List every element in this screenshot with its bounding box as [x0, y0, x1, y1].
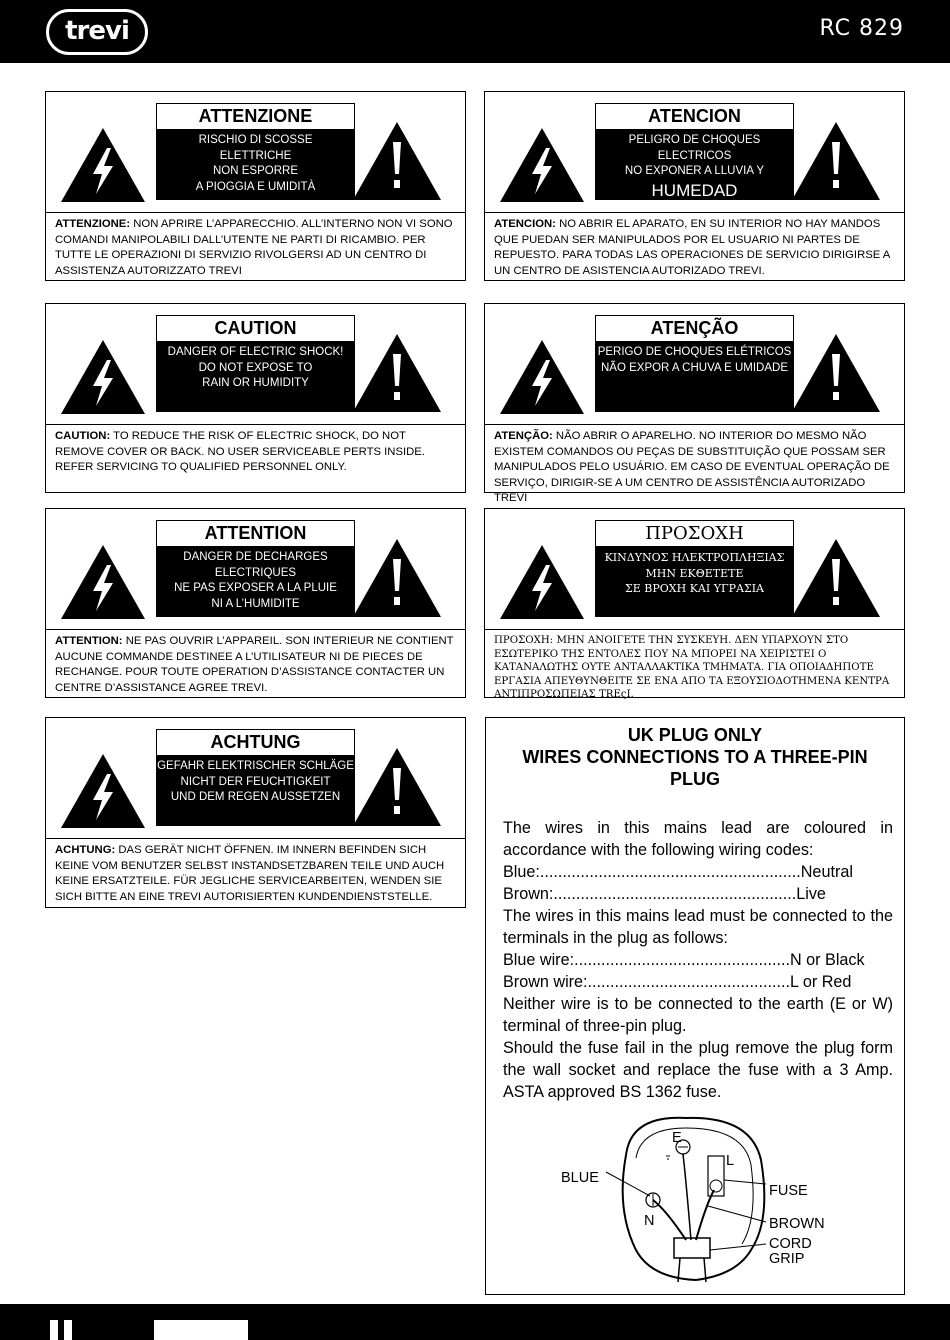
- plug-wiring-diagram: [546, 1110, 866, 1290]
- warning-panel-spanish: [484, 91, 905, 281]
- warning-subtitle-line: PERIGO DE CHOQUES ELÉTRICOS: [597, 346, 792, 358]
- wiring-code-brown: Brown:......................................................Live: [503, 885, 826, 903]
- exclamation-warning-triangle-icon: [353, 539, 441, 617]
- warning-subtitle-line: PELIGRO DE CHOQUES ELECTRICOS: [628, 134, 761, 162]
- warning-body: ATTENTION: NE PAS OUVRIR L’APPAREIL. SON INTERIEUR NE CONTIENT AUCUNE COMMANDE DESTINEE A L’UTILISATEUR NI DE PIECES DE RECHANGE. POUR TOUTE OPERATION D’ASSISTANCE CONTACTER UN CENTRE D’ASSISTANCE AGREE TREVI.: [55, 635, 454, 694]
- warning-label: [595, 520, 794, 617]
- warning-subtitle-line: NON ESPORRE: [213, 165, 298, 177]
- diagram-label-n: N: [644, 1213, 655, 1229]
- page-header: [0, 0, 950, 63]
- warning-subtitle-line: NO EXPONER A LLUVIA Y: [624, 165, 765, 177]
- warning-title: CAUTION: [157, 316, 354, 342]
- warning-subtitle-line: ΚΙΝΔΥΝΟΣ ΗΛΕΚΤΡΟΠΛΗΞΙΑΣ: [604, 551, 785, 564]
- page-footer: [0, 1304, 950, 1340]
- warning-panel-portuguese: [484, 303, 905, 504]
- warning-subtitle-line: NÃO EXPOR A CHUVA E UMIDADE: [600, 361, 789, 374]
- warning-subtitle-line: ΣΕ ΒΡΟΧΗ ΚΑΙ ΥΓΡΑΣΙΑ: [624, 582, 765, 595]
- warning-body: ATENÇÃO: NÃO ABRIR O APARELHO. NO INTERIOR DO MESMO NÃO EXISTEM COMANDOS OU PEÇAS DE SUBSTITUIÇÃO QUE POSSAM SER MANIPULADOS PELO USUÁRIO. EM CASO DE EVENTUAL OPERAÇÃO DE SERVIÇO, DIRIGIR-SE A UM CENTRO DE ASSISTÊNCIA AUTORIZADO TREVI: [494, 430, 890, 504]
- warning-subtitle-line: HUMEDAD: [651, 180, 738, 200]
- warning-panel-french: [45, 508, 466, 698]
- warning-subtitle-line: ΜΗΝ ΕΚΘΕΤΕΤΕ: [645, 566, 744, 580]
- warning-label: [156, 520, 355, 617]
- warning-body: ΠΡΟΣΟΧΗ: ΜΗΝ ΑΝΟΙΓΕΤΕ ΤΗΝ ΣΥΣΚΕΥΗ. ΔΕΝ ΥΠΑΡΧΟΥΝ ΣΤΟ ΕΣΩΤΕΡΙΚΟ ΤΗΣ ΕΝΤΟΛΕΣ ΠΟΥ ΝΑ ΜΠΟΡΕΙ ΝΑ ΧΕΙΡΙΣΤΕΙ Ο ΚΑΤΑΝΑΛΩΤΗΣ ΟΥΤΕ ΑΝΤΑΛΛΑΚΤΙΚΑ ΤΜΗΜΑΤΑ. ΓΙΑ ΟΠΟΙΑΔΗΠΟΤΕ ΕΡΓΑΣΙΑ ΑΠΕΥΘΥΝΘΕΙΤΕ ΣΕ ΕΝΑ ΑΠΟ ΤΑ ΕΞΟΥΣΙΟΔΟΤΗΜΕΝΑ ΚΕΝΤΡΑ ΑΝΤΙΠΡΟΣΩΠΕΙΑΣ TREςI.: [494, 635, 890, 700]
- warning-label: [156, 315, 355, 412]
- blue-wire-row: Blue wire:................................................N or Black: [503, 951, 865, 969]
- wiring-code-blue: Blue:..........................................................Neutral: [503, 863, 853, 881]
- exclamation-warning-triangle-icon: [353, 748, 441, 826]
- exclamation-warning-triangle-icon: [353, 334, 441, 412]
- uk-plug-instructions: [503, 817, 893, 1103]
- warning-body: CAUTION: TO REDUCE THE RISK OF ELECTRIC SHOCK, DO NOT REMOVE COVER OR BACK. NO USER SERVICEABLE PERTS INSIDE. REFER SERVICING TO QUALIFIED PERSONNEL ONLY.: [55, 430, 425, 473]
- terminals-text: The wires in this mains lead must be connected to the terminals in the plug as follows:: [503, 907, 893, 947]
- exclamation-warning-triangle-icon: [792, 334, 880, 412]
- warning-title: ATENÇÃO: [596, 316, 793, 342]
- warning-panel-german: [45, 717, 466, 908]
- lightning-warning-triangle-icon: [61, 340, 145, 414]
- warning-label: [595, 315, 794, 412]
- warning-body: ATTENZIONE: NON APRIRE L’APPARECCHIO. ALL’INTERNO NON VI SONO COMANDI MANIPOLABILI DALL’UTENTE NE PARTI DI RICAMBIO. PER TUTTE LE OPERAZIONI DI SERVIZIO RIVOLGERSI AD UN CENTRO DI ASSISTENZA AUTORIZZATO TREVI: [55, 218, 453, 277]
- diagram-label-grip: GRIP: [769, 1251, 805, 1267]
- earth-text: Neither wire is to be connected to the earth (E or W) terminal of three-pin plug.: [503, 995, 893, 1035]
- warning-panel-greek: [484, 508, 905, 698]
- model-number: RC 829: [819, 16, 904, 41]
- brown-wire-row: Brown wire:.............................................L or Red: [503, 973, 852, 991]
- wiring-intro: The wires in this mains lead are coloured in accordance with the following wiring codes:: [503, 819, 893, 859]
- warning-label: [156, 103, 355, 200]
- fuse-text: Should the fuse fail in the plug remove the plug form the wall socket and replace the fuse with a 3 Amp. ASTA approved BS 1362 fuse.: [503, 1039, 893, 1101]
- warning-subtitle-line: NE PAS EXPOSER A LA PLUIE: [174, 582, 337, 594]
- diagram-label-brown: BROWN: [769, 1216, 825, 1232]
- warning-subtitle-line: NICHT DER FEUCHTIGKEIT: [180, 775, 331, 788]
- warning-subtitle-line: DANGER OF ELECTRIC SHOCK!: [167, 346, 344, 358]
- uk-plug-section: [485, 717, 905, 1295]
- lightning-warning-triangle-icon: [61, 754, 145, 828]
- warning-subtitle-line: GEFAHR ELEKTRISCHER SCHLÄGE: [157, 760, 354, 772]
- warning-subtitle-line: UND DEM REGEN AUSSETZEN: [170, 791, 341, 803]
- lightning-warning-triangle-icon: [61, 545, 145, 619]
- uk-plug-heading: UK PLUG ONLY WIRES CONNECTIONS TO A THREE-PIN PLUG: [522, 725, 868, 789]
- warning-title: ATTENZIONE: [157, 104, 354, 130]
- trevi-logo: trevi: [46, 9, 148, 55]
- exclamation-warning-triangle-icon: [792, 539, 880, 617]
- warning-title: ATTENTION: [157, 521, 354, 547]
- lightning-warning-triangle-icon: [500, 340, 584, 414]
- diagram-label-fuse: FUSE: [769, 1183, 808, 1199]
- lightning-warning-triangle-icon: [61, 128, 145, 202]
- warning-title: ACHTUNG: [157, 730, 354, 756]
- diagram-label-blue: BLUE: [561, 1170, 599, 1186]
- lightning-warning-triangle-icon: [500, 545, 584, 619]
- exclamation-warning-triangle-icon: [792, 122, 880, 200]
- warning-label: [595, 103, 794, 200]
- warning-subtitle-line: A PIOGGIA E UMIDITÀ: [195, 180, 316, 193]
- warning-title: ΠΡΟΣΟΧΗ: [596, 521, 793, 547]
- warning-body: ATENCION: NO ABRIR EL APARATO, EN SU INTERIOR NO HAY MANDOS QUE PUEDAN SER MANIPULADOS POR EL USUARIO NI PARTES DE REPUESTO. PARA TODAS LAS OPERACIONES DE SERVICIO DIRIGIRSE A UN CENTRO DE ASISTENCIA AUTORIZADO TREVI.: [494, 218, 890, 277]
- warning-subtitle-line: DANGER DE DECHARGES: [183, 551, 328, 563]
- exclamation-warning-triangle-icon: [353, 122, 441, 200]
- warning-subtitle-line: RAIN OR HUMIDITY: [202, 377, 309, 389]
- diagram-label-cord: CORD: [769, 1236, 812, 1252]
- diagram-label-l: L: [726, 1153, 735, 1169]
- warning-label: [156, 729, 355, 826]
- warning-panel-english: [45, 303, 466, 493]
- warning-body: ACHTUNG: DAS GERÄT NICHT ÖFFNEN. IM INNERN BEFINDEN SICH KEINE VOM BENUTZER SELBST INSTANDSETZBAREN TEILE UND AUCH KEINE ERSATZTEILE. FÜR JEGLICHE SERVICEARBEITEN, WENDEN SIE SICH BITTE AN EINE TREVI AUTORISIERTEN KUNDENDIENSTSTELLE.: [55, 844, 445, 903]
- warning-subtitle-line: NI A L’HUMIDITE: [211, 597, 300, 610]
- warning-subtitle-line: ELETTRICHE: [219, 149, 292, 162]
- warning-subtitle-line: RISCHIO DI SCOSSE: [198, 134, 313, 146]
- warning-subtitle-line: DO NOT EXPOSE TO: [198, 361, 313, 374]
- lightning-warning-triangle-icon: [500, 128, 584, 202]
- warning-panel-italian: [45, 91, 466, 281]
- diagram-label-e: E: [672, 1130, 682, 1146]
- warning-title: ATENCION: [596, 104, 793, 130]
- warning-subtitle-line: ELECTRIQUES: [214, 566, 297, 579]
